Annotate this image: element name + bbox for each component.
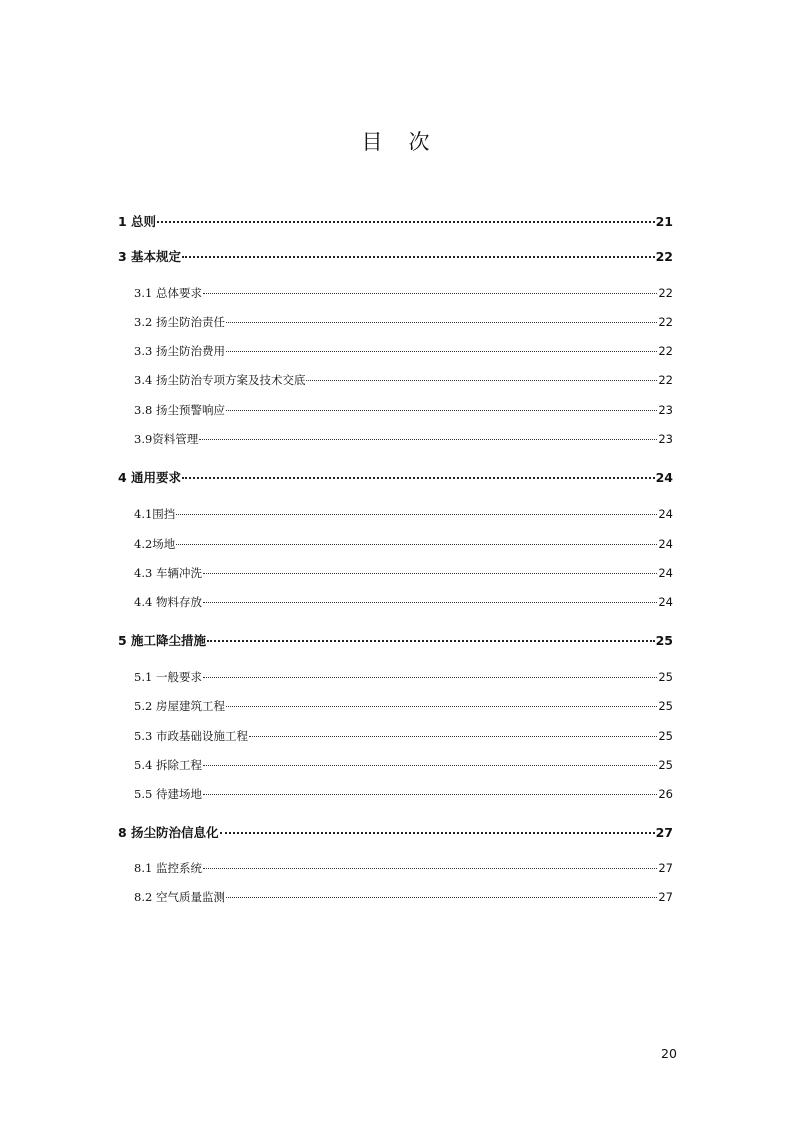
- page-title-left: 目: [361, 130, 385, 154]
- toc-title: 5.1 一般要求: [134, 670, 202, 684]
- toc-leader: [249, 736, 657, 737]
- toc-page: 25: [658, 670, 673, 684]
- toc-page: 24: [658, 507, 673, 521]
- toc-chapter[interactable]: [118, 212, 673, 230]
- toc-leader: [203, 868, 657, 869]
- toc-page: 27: [658, 861, 673, 875]
- toc-section[interactable]: [134, 728, 673, 744]
- toc-leader: [226, 351, 657, 352]
- toc-title: 4.4 物料存放: [134, 595, 202, 609]
- toc-title: 5.2 房屋建筑工程: [134, 699, 225, 713]
- toc-leader: [226, 322, 657, 323]
- toc-page: 27: [658, 890, 673, 904]
- toc-section[interactable]: [134, 786, 673, 802]
- toc-chapter[interactable]: [118, 247, 673, 265]
- toc-leader: [203, 293, 657, 294]
- toc-leader: [203, 765, 657, 766]
- toc-page: 22: [655, 249, 673, 264]
- toc-title: 5.5 待建场地: [134, 787, 202, 801]
- toc-leader: [203, 794, 657, 795]
- toc-page: 22: [658, 344, 673, 358]
- toc-title: 3.8 扬尘预警响应: [134, 403, 225, 417]
- toc-section[interactable]: [134, 669, 673, 685]
- toc-section[interactable]: [134, 285, 673, 301]
- toc-page: 23: [658, 403, 673, 417]
- toc-leader: [176, 544, 657, 545]
- toc-leader: [226, 706, 657, 707]
- toc-section[interactable]: [134, 506, 673, 522]
- toc-leader: [199, 439, 657, 440]
- toc-title: 8.1 监控系统: [134, 861, 202, 875]
- toc-leader: [226, 410, 657, 411]
- toc-title: 5.3 市政基础设施工程: [134, 729, 248, 743]
- toc-leader: [220, 832, 655, 834]
- toc-page: 25: [658, 729, 673, 743]
- toc-leader: [182, 256, 655, 258]
- toc-title: 1 总则: [118, 214, 157, 229]
- toc-title: 3 基本规定: [118, 249, 182, 264]
- toc-chapter[interactable]: [118, 823, 673, 841]
- toc-leader: [203, 677, 657, 678]
- toc-section[interactable]: [134, 431, 673, 447]
- toc-section[interactable]: [134, 536, 673, 552]
- toc-title: 3.3 扬尘防治费用: [134, 344, 225, 358]
- toc-page: 22: [658, 286, 673, 300]
- toc-chapter[interactable]: [118, 631, 673, 649]
- toc-section[interactable]: [134, 565, 673, 581]
- toc-section[interactable]: [134, 698, 673, 714]
- toc-section[interactable]: [134, 343, 673, 359]
- toc-page: 22: [658, 315, 673, 329]
- toc-page: 22: [658, 373, 673, 387]
- toc-page: 24: [658, 566, 673, 580]
- toc-page: 23: [658, 432, 673, 446]
- toc-title: 3.1 总体要求: [134, 286, 202, 300]
- toc-page: 24: [658, 537, 673, 551]
- toc-leader: [226, 897, 657, 898]
- toc-leader: [203, 602, 657, 603]
- toc-title: 4 通用要求: [118, 470, 182, 485]
- toc-page: 27: [655, 825, 673, 840]
- toc-leader: [182, 477, 655, 479]
- toc-section[interactable]: [134, 402, 673, 418]
- toc-section[interactable]: [134, 860, 673, 876]
- toc-section[interactable]: [134, 372, 673, 388]
- toc-section[interactable]: [134, 594, 673, 610]
- toc-leader: [176, 514, 657, 515]
- toc-title: 3.4 扬尘防治专项方案及技术交底: [134, 373, 306, 387]
- toc-title: 5 施工降尘措施: [118, 633, 207, 648]
- toc-section[interactable]: [134, 889, 673, 905]
- toc-page: 25: [658, 758, 673, 772]
- toc-chapter[interactable]: [118, 468, 673, 486]
- toc-title: 4.1围挡: [134, 507, 176, 521]
- toc-title: 4.3 车辆冲洗: [134, 566, 202, 580]
- toc-page: 26: [658, 787, 673, 801]
- toc-section[interactable]: [134, 757, 673, 773]
- toc-leader: [207, 640, 655, 642]
- toc-leader: [203, 573, 657, 574]
- toc-page: 24: [655, 470, 673, 485]
- toc-section[interactable]: [134, 314, 673, 330]
- toc-title: 8 扬尘防治信息化: [118, 825, 219, 840]
- toc-page: 25: [655, 633, 673, 648]
- toc-leader: [157, 221, 655, 223]
- toc-page: 21: [655, 214, 673, 229]
- toc-title: 3.9资料管理: [134, 432, 199, 446]
- toc-title: 3.2 扬尘防治责任: [134, 315, 225, 329]
- toc-page: 24: [658, 595, 673, 609]
- toc-leader: [306, 380, 657, 381]
- page-title-right: 次: [408, 130, 432, 154]
- page-number: 20: [661, 1046, 677, 1061]
- toc-title: 8.2 空气质量监测: [134, 890, 225, 904]
- toc-page: 25: [658, 699, 673, 713]
- toc-title: 5.4 拆除工程: [134, 758, 202, 772]
- toc-title: 4.2场地: [134, 537, 176, 551]
